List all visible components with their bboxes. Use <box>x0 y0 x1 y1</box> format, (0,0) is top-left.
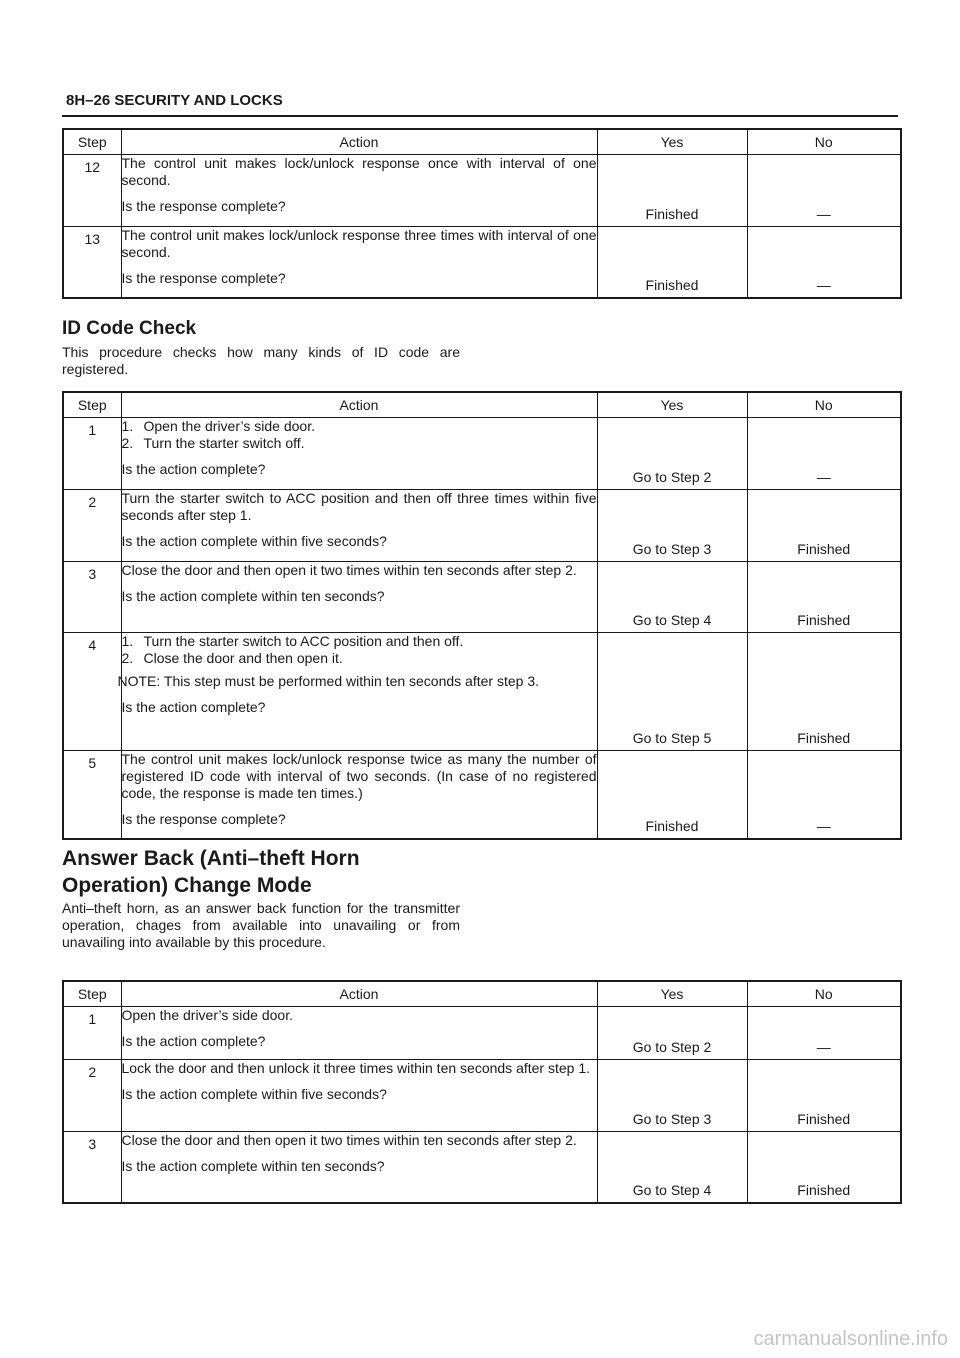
action-text: The control unit makes lock/unlock response once with interval of one second. <box>121 155 597 188</box>
yes-result: Go to Step 2 <box>597 418 747 490</box>
action-cell <box>121 1007 597 1060</box>
step-number: 12 <box>63 155 121 227</box>
section-title-id-code: ID Code Check <box>62 318 197 339</box>
action-text: The control unit makes lock/unlock response three times with interval of one second. <box>121 227 597 260</box>
col-step: Step <box>63 129 121 155</box>
col-action: Action <box>121 981 597 1007</box>
action-text: Close the door and then open it two times within ten seconds after step 2. <box>121 562 577 578</box>
steps-table-id-code <box>62 391 902 840</box>
action-cell <box>121 490 597 562</box>
action-text: Lock the door and then unlock it three times within ten seconds after step 1. <box>121 1060 590 1076</box>
step-number: 3 <box>63 1132 121 1203</box>
col-yes: Yes <box>597 129 747 155</box>
table-row <box>63 418 901 490</box>
action-question: Is the action complete within ten seconds? <box>121 1158 385 1174</box>
yes-result: Finished <box>597 227 747 298</box>
no-result: Finished <box>747 1060 901 1132</box>
yes-result: Finished <box>597 155 747 227</box>
yes-result: Go to Step 4 <box>597 562 747 633</box>
action-cell <box>121 155 597 227</box>
list-item: 1. Open the driver’s side door. <box>121 418 315 434</box>
action-question: Is the action complete within five seconds? <box>121 533 387 549</box>
table-row <box>63 633 901 751</box>
action-cell <box>117 633 597 751</box>
step-number: 5 <box>63 751 121 839</box>
action-question: Is the action complete? <box>121 1033 266 1049</box>
table-row <box>63 751 901 839</box>
action-question: Is the response complete? <box>121 198 286 214</box>
no-result: — <box>747 155 901 227</box>
yes-result: Go to Step 5 <box>597 633 747 751</box>
action-question: Is the action complete? <box>121 461 266 477</box>
action-text: Open the driver’s side door. <box>121 1007 293 1023</box>
no-result: — <box>747 227 901 298</box>
no-result: — <box>747 1007 901 1060</box>
action-note: NOTE: This step must be performed within ten seconds after step 3. <box>117 673 539 689</box>
table-row <box>63 155 901 227</box>
section-intro-answer-back: Anti–theft horn, as an answer back function for the transmitter operation, chages from available into unavailing or from unavailing into available by this procedure. <box>62 900 460 950</box>
col-yes: Yes <box>597 392 747 418</box>
col-yes: Yes <box>597 981 747 1007</box>
action-cell <box>121 418 597 490</box>
step-number: 13 <box>63 227 121 298</box>
step-number: 1 <box>63 418 121 490</box>
no-result: Finished <box>747 562 901 633</box>
col-step: Step <box>63 392 121 418</box>
table-row <box>63 1060 901 1132</box>
list-item: 2. Close the door and then open it. <box>121 650 343 666</box>
yes-result: Go to Step 3 <box>597 1060 747 1132</box>
table-header-row <box>63 129 901 155</box>
steps-table-continued <box>62 128 902 299</box>
no-result: Finished <box>747 1132 901 1203</box>
action-cell <box>121 227 597 298</box>
no-result: — <box>747 418 901 490</box>
table-row <box>63 1132 901 1203</box>
action-cell <box>121 1060 597 1132</box>
watermark: carmanualsonline.info <box>753 1328 948 1350</box>
no-result: Finished <box>747 633 901 751</box>
header-rule <box>62 115 898 117</box>
step-number: 3 <box>63 562 121 633</box>
section-title-answer-back: Answer Back (Anti–theft Horn Operation) Change Mode <box>62 847 360 897</box>
table-row <box>63 227 901 298</box>
table-row <box>63 562 901 633</box>
action-text: The control unit makes lock/unlock response twice as many the number of registered ID code with interval of two seconds. (In case of no registered code, the response is made ten times.) <box>121 751 597 801</box>
no-result: Finished <box>747 490 901 562</box>
yes-result: Go to Step 3 <box>597 490 747 562</box>
list-item: 2. Turn the starter switch off. <box>121 435 305 451</box>
action-question: Is the action complete within five seconds? <box>121 1086 387 1102</box>
action-list <box>122 633 597 667</box>
list-item: 1. Turn the starter switch to ACC position and then off. <box>121 633 464 649</box>
step-number: 1 <box>63 1007 121 1060</box>
action-cell <box>121 1132 597 1203</box>
step-number: 2 <box>63 1060 121 1132</box>
page-header: 8H–26 SECURITY AND LOCKS <box>66 92 283 109</box>
step-number: 2 <box>63 490 121 562</box>
action-question: Is the response complete? <box>121 270 286 286</box>
section-intro-id-code: This procedure checks how many kinds of ID code are registered. <box>62 344 460 377</box>
action-cell <box>121 751 597 839</box>
steps-table-answer-back <box>62 980 902 1204</box>
col-no: No <box>747 392 901 418</box>
action-question: Is the action complete? <box>121 699 266 715</box>
col-action: Action <box>121 129 597 155</box>
step-number: 4 <box>63 633 121 751</box>
col-no: No <box>747 981 901 1007</box>
yes-result: Go to Step 4 <box>597 1132 747 1203</box>
action-text: Close the door and then open it two times within ten seconds after step 2. <box>121 1132 577 1148</box>
table-row <box>63 490 901 562</box>
table-row <box>63 1007 901 1060</box>
action-cell <box>121 562 597 633</box>
action-question: Is the response complete? <box>121 811 286 827</box>
col-step: Step <box>63 981 121 1007</box>
yes-result: Finished <box>597 751 747 839</box>
action-list <box>122 418 597 452</box>
col-no: No <box>747 129 901 155</box>
col-action: Action <box>121 392 597 418</box>
yes-result: Go to Step 2 <box>597 1007 747 1060</box>
action-question: Is the action complete within ten seconds? <box>121 588 385 604</box>
table-header-row <box>63 392 901 418</box>
no-result: — <box>747 751 901 839</box>
action-text: Turn the starter switch to ACC position and then off three times within five seconds after step 1. <box>121 490 597 523</box>
table-header-row <box>63 981 901 1007</box>
